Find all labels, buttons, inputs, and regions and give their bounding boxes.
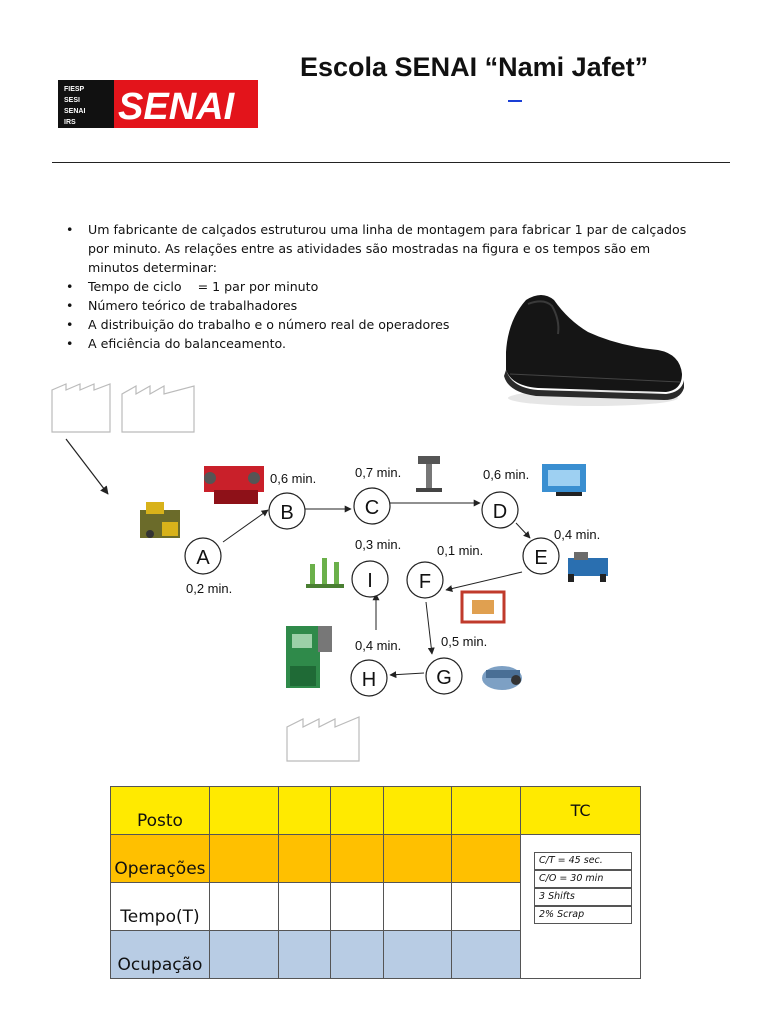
cell[interactable] [383, 931, 452, 979]
school-title: Escola SENAI “Nami Jafet” [300, 52, 649, 82]
machine-d-image [542, 464, 586, 496]
node-e [523, 538, 559, 574]
tc-line-co: C/O = 30 min [534, 870, 632, 888]
cell[interactable] [209, 835, 278, 883]
bullet-item: • A distribuição do trabalho e o número real de operadores [62, 315, 702, 334]
machine-b-image [204, 466, 264, 504]
cell[interactable] [278, 931, 330, 979]
cell[interactable] [330, 835, 383, 883]
time-f: 0,1 min. [437, 543, 484, 558]
tc-header: TC [521, 787, 641, 835]
time-b: 0,6 min. [270, 471, 317, 486]
node-d-label: D [492, 501, 508, 523]
title-link-underline[interactable] [508, 100, 522, 102]
time-a: 0,2 min. [186, 581, 233, 596]
cell[interactable] [330, 931, 383, 979]
edge-a-b [223, 510, 268, 542]
row-posto [111, 787, 641, 835]
factory-icons [50, 380, 200, 435]
node-b-label: B [280, 502, 294, 524]
edge-f-g [426, 602, 432, 654]
label-tempo: Tempo(T) [111, 883, 210, 931]
factory-icon-bottom [285, 713, 361, 763]
label-ocupacao: Ocupação [111, 931, 210, 979]
node-a-label: A [196, 547, 210, 569]
cell[interactable] [278, 835, 330, 883]
node-g-label: G [436, 667, 452, 689]
label-posto: Posto [111, 787, 210, 835]
bullet-item: • Tempo de ciclo = 1 par por minuto [62, 277, 702, 296]
cell[interactable] [383, 835, 452, 883]
logo-line-senai: SENAI [64, 108, 86, 115]
cell[interactable] [209, 931, 278, 979]
time-c: 0,7 min. [355, 465, 402, 480]
tc-line-scrap: 2% Scrap [534, 906, 632, 924]
shoe-image [498, 290, 688, 410]
cell[interactable] [330, 787, 383, 835]
cell[interactable] [209, 883, 278, 931]
tc-line-ct: C/T = 45 sec. [534, 852, 632, 870]
cell[interactable] [452, 787, 521, 835]
logo-brand: SENAI [118, 86, 235, 128]
edge-e-f [446, 572, 522, 590]
node-c [354, 488, 390, 524]
label-operacoes: Operações [111, 835, 210, 883]
node-i [352, 561, 388, 597]
node-b [269, 493, 305, 529]
tc-info-box [534, 852, 632, 928]
cell[interactable] [452, 931, 521, 979]
header-divider [52, 162, 730, 163]
bullet-item: • Um fabricante de calçados estruturou uma linha de montagem para fabricar 1 par de calçados por minuto. As relações entre as atividades são mostradas na figura e os tempos são em minutos determinar: [62, 220, 702, 277]
edge-d-e [516, 523, 530, 538]
cell[interactable] [452, 883, 521, 931]
node-f [407, 562, 443, 598]
cell[interactable] [383, 883, 452, 931]
logo-line-fiesp: FIESP [64, 86, 85, 93]
node-f-label: F [418, 571, 432, 593]
node-d [482, 492, 518, 528]
machine-e-image [568, 552, 608, 582]
bullet-item: • A eficiência do balanceamento. [62, 334, 702, 353]
machine-i-image [306, 558, 344, 588]
machine-g-image [482, 666, 522, 690]
cell[interactable] [330, 883, 383, 931]
time-i: 0,3 min. [355, 537, 402, 552]
node-h [351, 660, 387, 696]
machine-c-image [416, 456, 442, 492]
cell[interactable] [278, 883, 330, 931]
logo-line-sesi: SESI [64, 97, 80, 104]
arrow-start [66, 439, 108, 494]
logo-line-irs: IRS [64, 119, 76, 126]
cell[interactable] [383, 787, 452, 835]
tc-line-shifts: 3 Shifts [534, 888, 632, 906]
node-c-label: C [364, 497, 380, 519]
bullet-item: • Número teórico de trabalhadores [62, 296, 702, 315]
process-flow-diagram [0, 430, 768, 720]
edge-g-h [390, 673, 424, 675]
time-e: 0,4 min. [554, 527, 601, 542]
machine-f-image [462, 592, 504, 622]
time-h: 0,4 min. [355, 638, 402, 653]
machine-a-image [140, 502, 180, 538]
senai-logo [58, 80, 258, 128]
node-g [426, 658, 462, 694]
time-g: 0,5 min. [441, 634, 488, 649]
node-a [185, 538, 221, 574]
machine-h-image [286, 626, 332, 688]
node-h-label: H [361, 669, 377, 691]
node-i-label: I [367, 570, 373, 592]
cell[interactable] [278, 787, 330, 835]
node-e-label: E [534, 547, 548, 569]
cell[interactable] [209, 787, 278, 835]
time-d: 0,6 min. [483, 467, 530, 482]
cell[interactable] [452, 835, 521, 883]
